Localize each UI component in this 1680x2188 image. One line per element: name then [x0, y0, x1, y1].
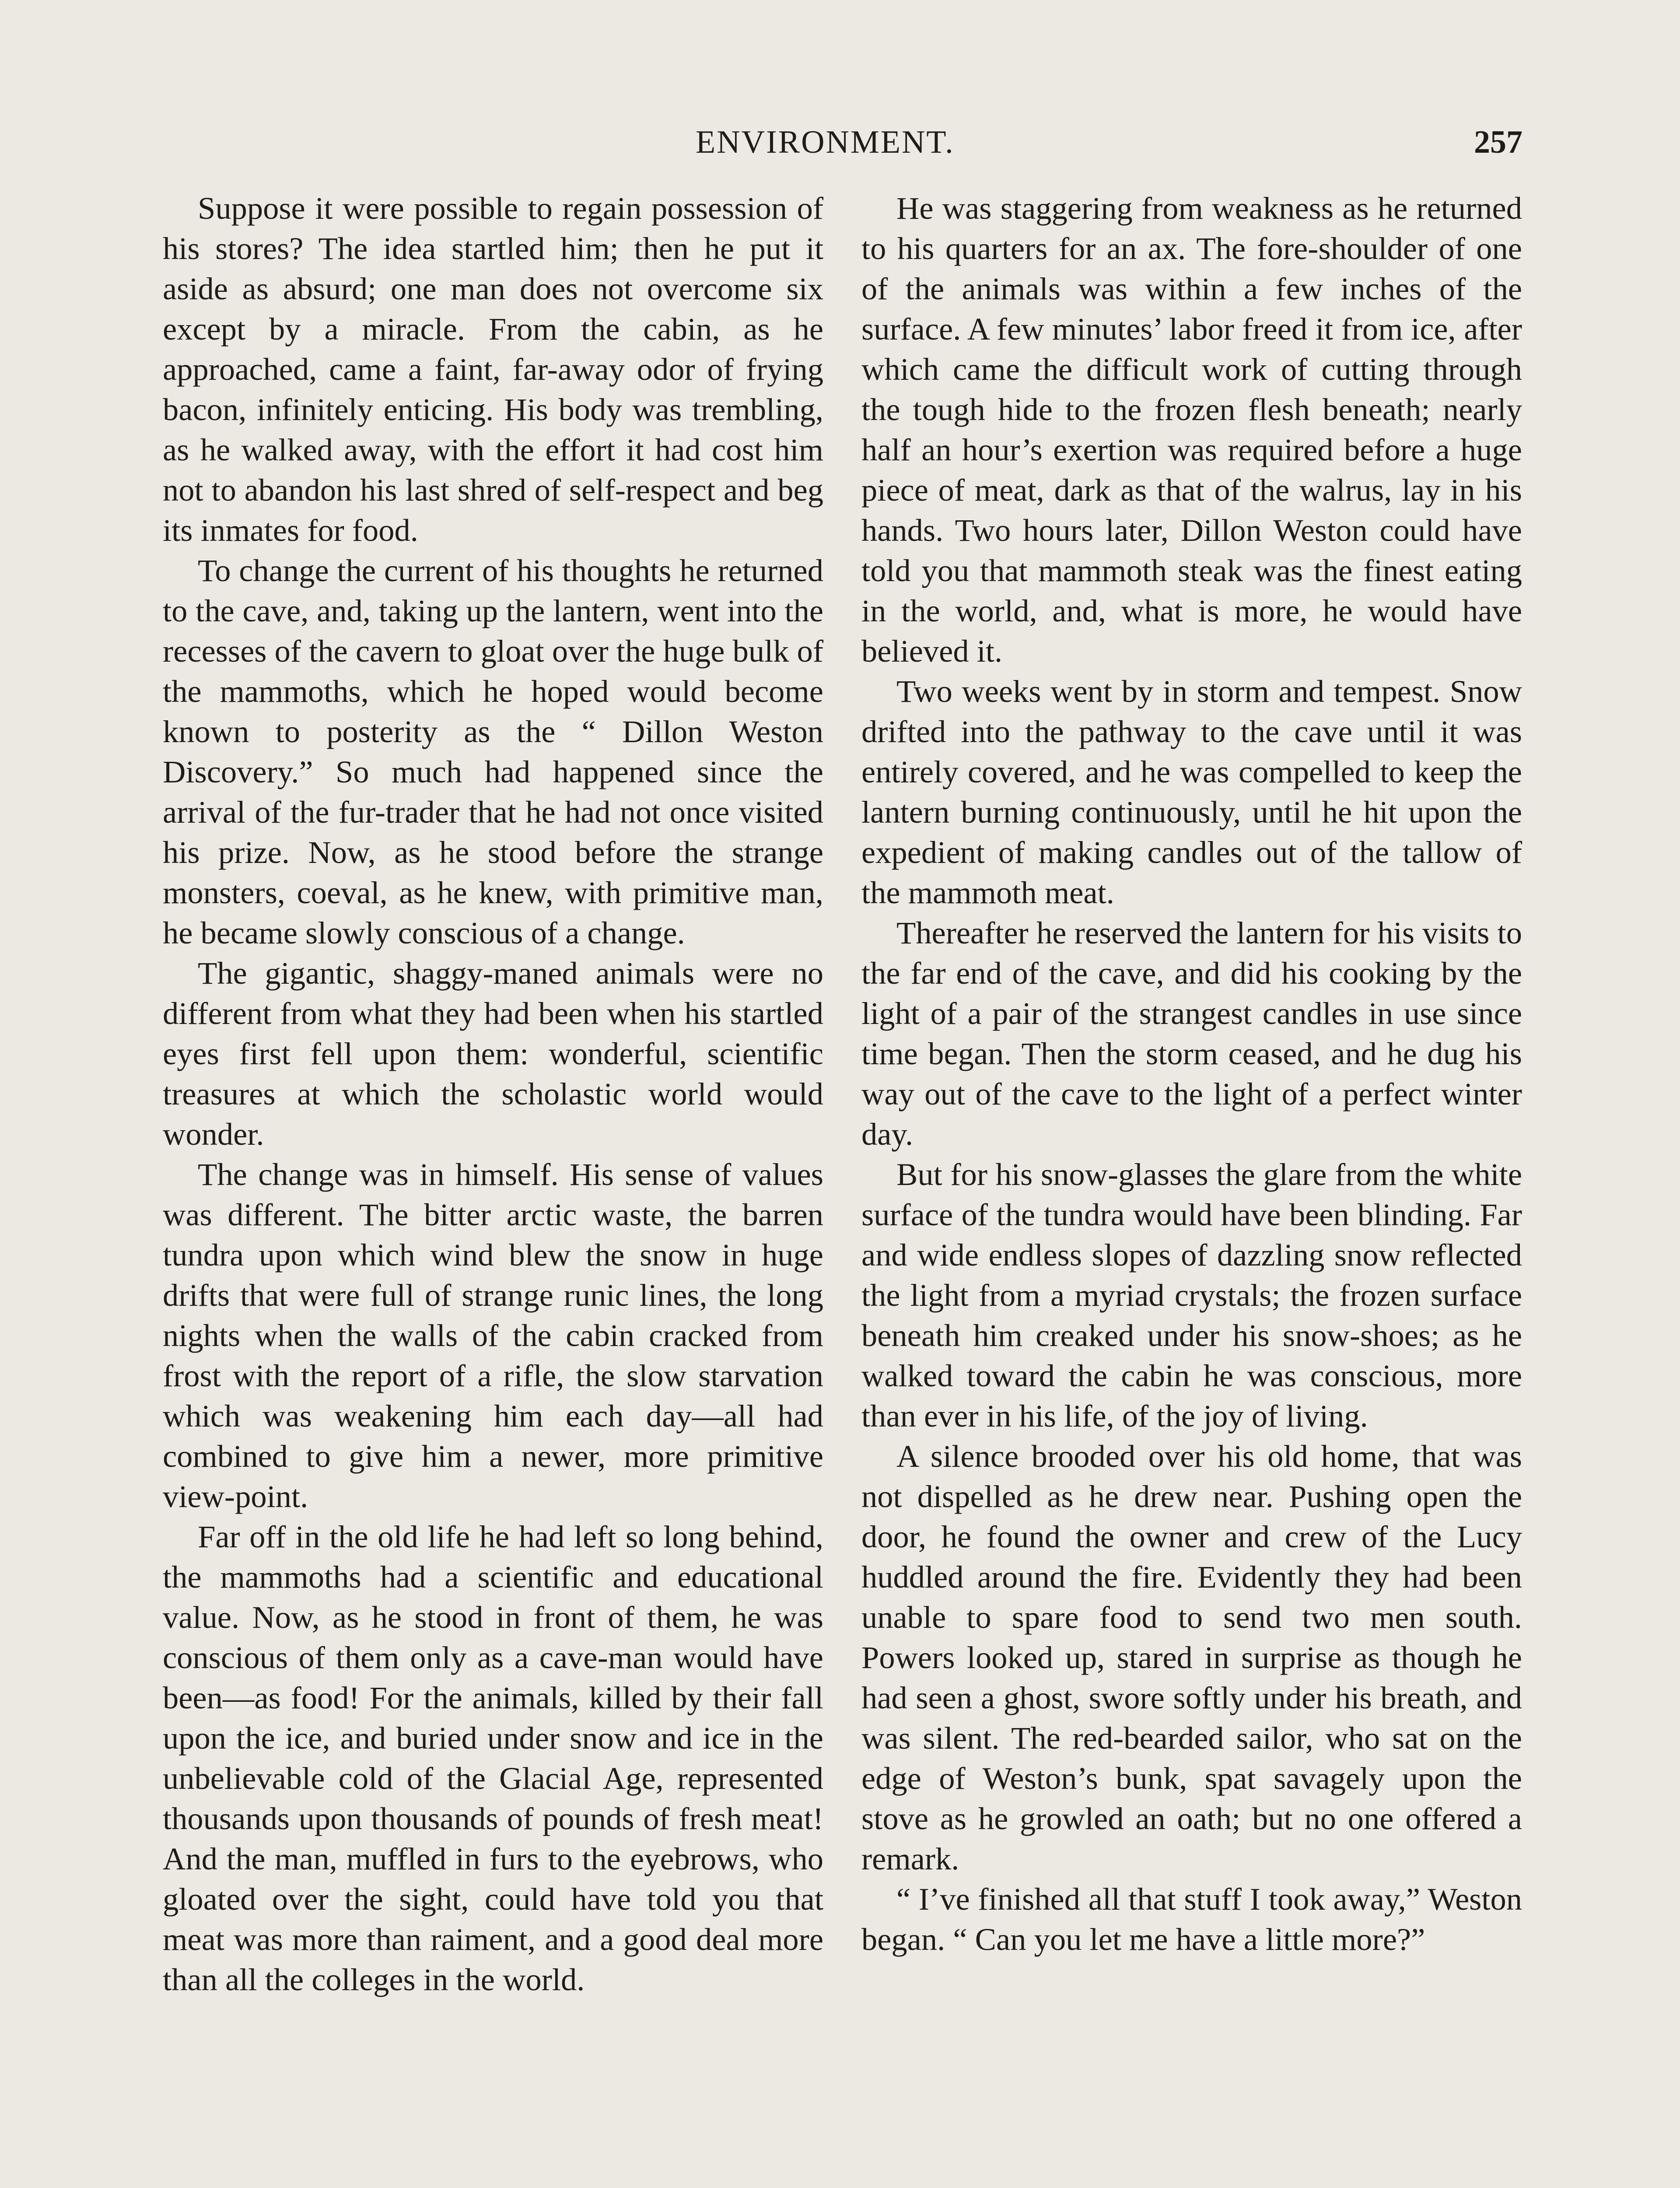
paragraph: Thereafter he reserved the lantern for his visits to the far end of the cave, and did his cooking by the light of a pair of the strangest candles in use since time began. Then the storm ceased, and he dug his way out of the cave to the light of a perfect winter day.	[861, 915, 1522, 1152]
paragraph: The change was in himself. His sense of values was different. The bitter arctic waste, the barren tundra upon which wind blew the snow in huge drifts that were full of strange runic lines, the long nights when the walls of the cabin cracked from frost with the report of a rifle, the slow starvation which was weakening him each day—all had combined to give him a newer, more primitive view-point.	[163, 1157, 823, 1514]
paragraph: Suppose it were possible to regain possession of his stores? The idea startled him; then he put it aside as absurd; one man does not overcome six except by a miracle. From the cabin, as he approached, came a faint, far-away odor of frying bacon, infinitely enticing. His body was trembling, as he walked away, with the effort it had cost him not to abandon his last shred of self-respect and beg its inmates for food.	[163, 190, 823, 548]
paragraph: Far off in the old life he had left so long behind, the mammoths had a scientific and educational value. Now, as he stood in front of them, he was conscious of them only as a cave-man would have been—as food! For the animals, killed by their fall upon the ice, and buried under snow and ice in the unbelievable cold of the Glacial Age, represented thousands upon thousands of pounds of fresh meat! And the man, muffled in furs to the eyebrows, who gloated over the sight, could have told you that meat was more than raiment, and a good deal more than all the colleges in the world.	[163, 1519, 823, 1997]
paragraph: To change the current of his thoughts he returned to the cave, and, taking up the lantern, went into the recesses of the cavern to gloat over the huge bulk of the mammoths, which he hoped would become known to posterity as the “ Dillon Weston Discovery.” So much had happened since the arrival of the fur-trader that he had not once visited his prize. Now, as he stood before the strange monsters, coeval, as he knew, with primitive man, he became slowly conscious of a change.	[163, 553, 823, 950]
paragraph: The gigantic, shaggy-maned animals were no different from what they had been when his startled eyes first fell upon them: wonderful, scientific treasures at which the scholastic world would wonder.	[163, 955, 823, 1152]
paragraph: Two weeks went by in storm and tempest. Snow drifted into the pathway to the cave until it was entirely covered, and he was compelled to keep the lantern burning continuously, until he hit upon the expedient of making candles out of the tallow of the mammoth meat.	[861, 673, 1522, 910]
paragraph: But for his snow-glasses the glare from the white surface of the tundra would have been blinding. Far and wide endless slopes of dazzling snow reflected the light from a myriad crystals; the frozen surface beneath him creaked under his snow-shoes; as he walked toward the cabin he was conscious, more than ever in his life, of the joy of living.	[861, 1157, 1522, 1434]
left-column	[163, 188, 823, 2000]
paragraph: He was staggering from weakness as he returned to his quarters for an ax. The fore-shoulder of one of the animals was within a few inches of the surface. A few minutes’ labor freed it from ice, after which came the difficult work of cutting through the tough hide to the frozen flesh beneath; nearly half an hour’s exertion was required before a huge piece of meat, dark as that of the walrus, lay in his hands. Two hours later, Dillon Weston could have told you that mammoth steak was the finest eating in the world, and, what is more, he would have believed it.	[861, 190, 1522, 669]
paragraph: A silence brooded over his old home, that was not dispelled as he drew near. Pushing open the door, he found the owner and crew of the Lucy huddled around the fire. Evidently they had been unable to spare food to send two men south. Powers looked up, stared in surprise as though he had seen a ghost, swore softly under his breath, and was silent. The red-bearded sailor, who sat on the edge of Weston’s bunk, spat savagely upon the stove as he growled an oath; but no one offered a remark.	[861, 1438, 1522, 1876]
paragraph: “ I’ve finished all that stuff I took away,” Weston began. “ Can you let me have a little more?”	[861, 1881, 1522, 1957]
running-title: ENVIRONMENT.	[696, 124, 955, 160]
page-number: 257	[1474, 124, 1522, 160]
right-column	[861, 188, 1522, 1960]
running-head	[608, 118, 1522, 166]
